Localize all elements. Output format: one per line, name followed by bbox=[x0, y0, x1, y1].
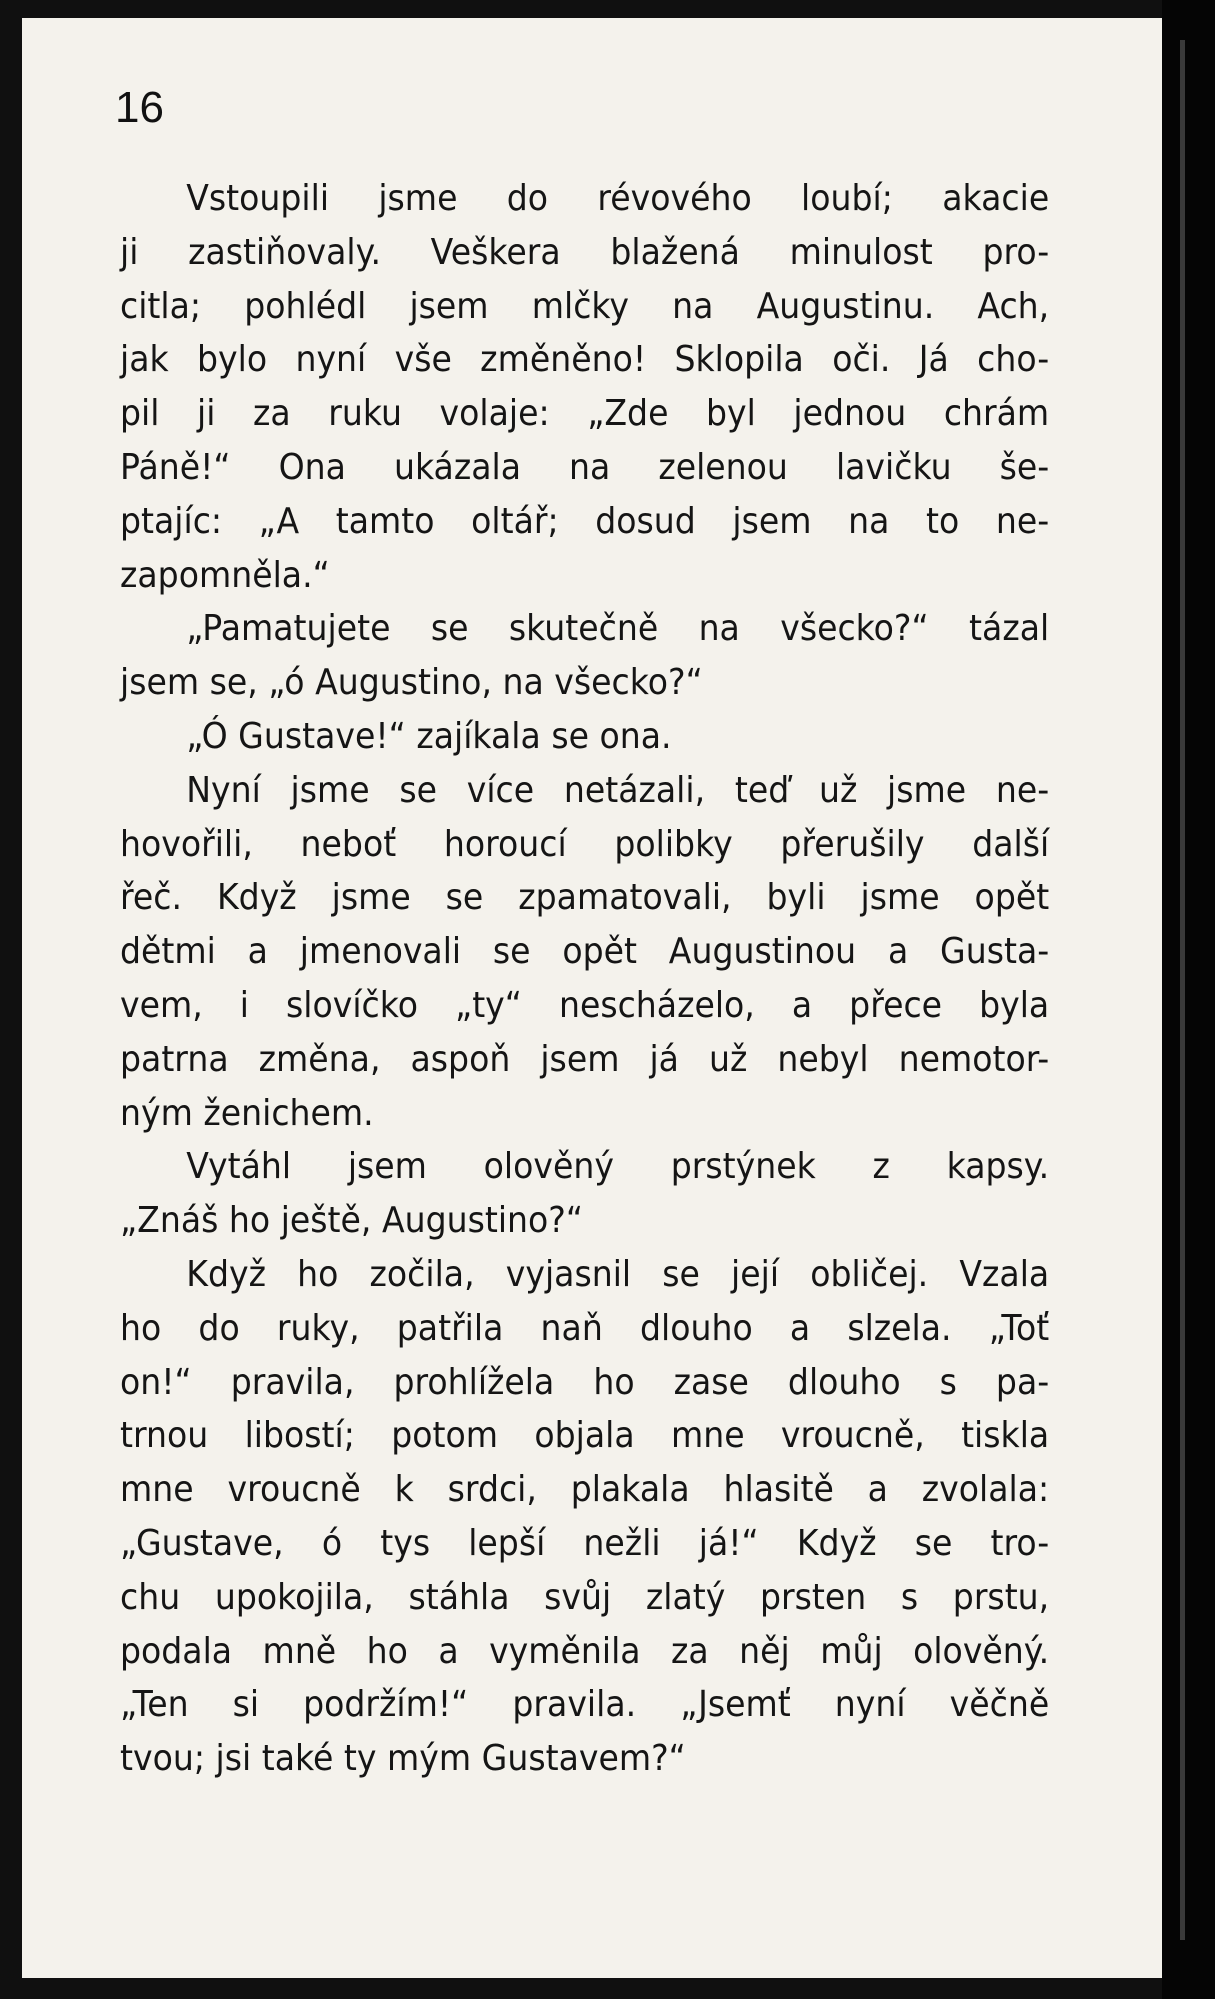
text-line: „Ó Gustave!“ zajíkala se ona. bbox=[186, 715, 672, 757]
text-line: chu upokojila, stáhla svůj zlatý prsten s prstu, bbox=[120, 1576, 1050, 1618]
text-line: ji zastiňovaly. Veškera blažená minulost pro- bbox=[120, 231, 1050, 273]
text-line: Nyní jsme se více netázali, teď už jsme ne- bbox=[186, 769, 1050, 811]
text-line: citla; pohlédl jsem mlčky na Augustinu. Ach, bbox=[120, 285, 1050, 327]
text-line: Když ho zočila, vyjasnil se její obličej. Vzala bbox=[186, 1253, 1050, 1295]
binding-edge bbox=[1180, 40, 1185, 1940]
text-line: ptajíc: „A tamto oltář; dosud jsem na to ne- bbox=[120, 500, 1050, 542]
text-line: Vytáhl jsem olověný prstýnek z kapsy. bbox=[186, 1146, 1050, 1188]
text-line: „Znáš ho ještě, Augustino?“ bbox=[120, 1200, 584, 1242]
body-text bbox=[120, 172, 1050, 1786]
text-line: hovořili, neboť horoucí polibky přerušily další bbox=[120, 823, 1050, 865]
page-number: 16 bbox=[115, 83, 164, 132]
text-line: „Gustave, ó tys lepší nežli já!“ Když se tro- bbox=[120, 1522, 1050, 1564]
text-line: on!“ pravila, prohlížela ho zase dlouho s pa- bbox=[120, 1361, 1050, 1403]
text-line: ho do ruky, patřila naň dlouho a slzela. „Toť bbox=[120, 1307, 1050, 1349]
text-line: trnou libostí; potom objala mne vroucně, tiskla bbox=[120, 1415, 1050, 1457]
text-line: „Pamatujete se skutečně na všecko?“ tázal bbox=[186, 608, 1050, 650]
text-line: jsem se, „ó Augustino, na všecko?“ bbox=[120, 662, 703, 704]
text-line: Páně!“ Ona ukázala na zelenou lavičku še- bbox=[120, 446, 1050, 488]
text-line: mne vroucně k srdci, plakala hlasitě a zvolala: bbox=[120, 1469, 1050, 1511]
text-line: řeč. Když jsme se zpamatovali, byli jsme opět bbox=[120, 877, 1050, 919]
text-line: tvou; jsi také ty mým Gustavem?“ bbox=[120, 1738, 686, 1780]
text-line: Vstoupili jsme do révového loubí; akacie bbox=[186, 178, 1050, 219]
text-line: dětmi a jmenovali se opět Augustinou a Gusta- bbox=[120, 931, 1050, 973]
text-line: podala mně ho a vyměnila za něj můj olověný. bbox=[120, 1630, 1050, 1672]
text-line: patrna změna, aspoň jsem já už nebyl nemotor- bbox=[120, 1038, 1050, 1080]
text-line: ným ženichem. bbox=[120, 1092, 374, 1134]
text-line: vem, i slovíčko „ty“ nescházelo, a přece byla bbox=[120, 984, 1050, 1026]
text-line: zapomněla.“ bbox=[120, 554, 330, 596]
text-line: jak bylo nyní vše změněno! Sklopila oči. Já cho- bbox=[120, 339, 1050, 381]
scan-border bbox=[1162, 0, 1215, 1999]
text-line: „Ten si podržím!“ pravila. „Jsemť nyní věčně bbox=[120, 1684, 1050, 1726]
text-line: pil ji za ruku volaje: „Zde byl jednou chrám bbox=[120, 393, 1050, 435]
